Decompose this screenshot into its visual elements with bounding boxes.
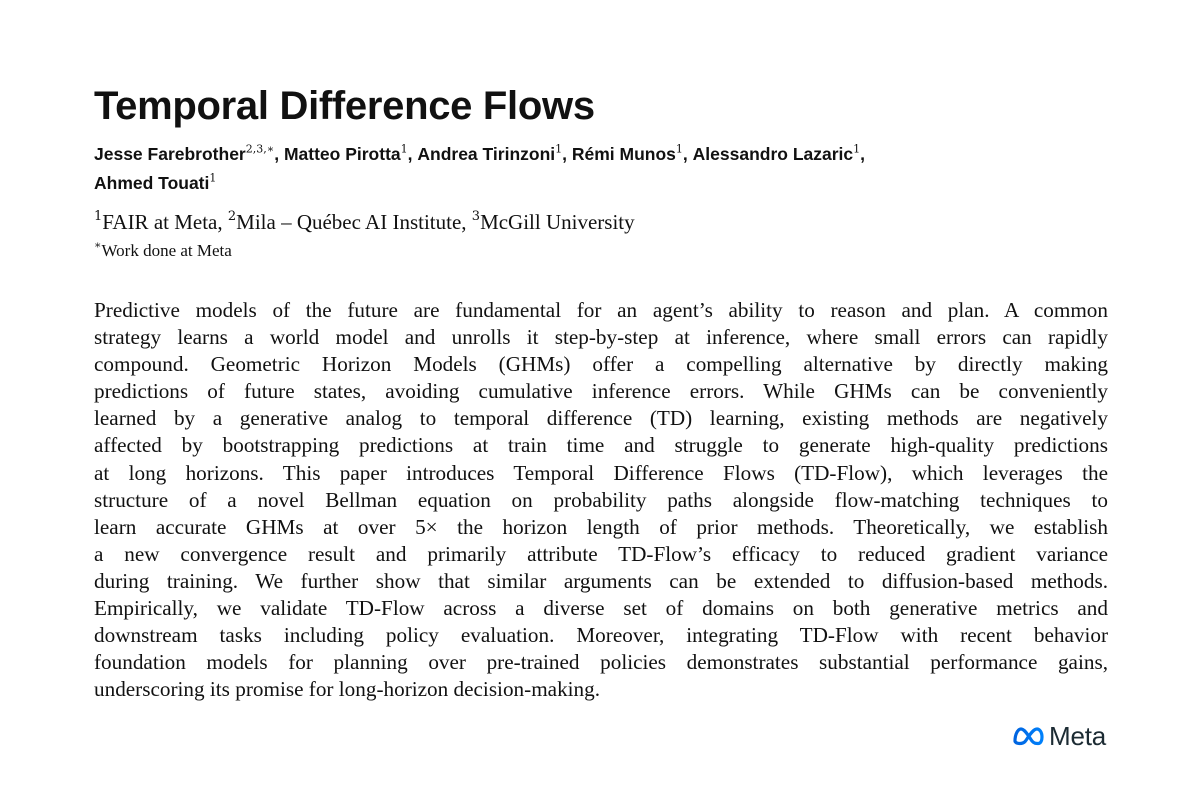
affiliation-name: Mila – Québec AI Institute	[236, 210, 462, 234]
affiliation-separator: ,	[461, 210, 472, 234]
author-name: Matteo Pirotta	[283, 144, 401, 164]
footnote-marker: ∗	[94, 238, 102, 252]
author-separator: ,	[682, 144, 693, 164]
author-separator: ,	[860, 144, 865, 164]
author	[284, 144, 417, 164]
author-affiliation-marker: 1	[400, 142, 408, 156]
paper-first-page	[94, 0, 1108, 800]
meta-wordmark: Meta	[1048, 720, 1106, 751]
author	[94, 173, 216, 193]
author	[693, 144, 865, 164]
author-affiliation-marker: 1	[555, 142, 563, 156]
affiliation	[228, 210, 472, 234]
author-separator: ,	[274, 144, 284, 164]
paper-title: Temporal Difference Flows	[94, 84, 595, 128]
abstract-line: structure of a novel Bellman equation on probability paths alongside flow-matching techniques to	[94, 487, 1108, 512]
abstract-line: at long horizons. This paper introduces Temporal Difference Flows (TD-Flow), which leverages the	[94, 460, 1108, 485]
author-name: Jesse Farebrother	[94, 144, 246, 164]
affiliation-marker: 3	[471, 208, 481, 224]
meta-logo	[1011, 719, 1106, 753]
meta-infinity-icon	[1011, 726, 1045, 746]
author-affiliation-marker: 1	[209, 171, 217, 185]
affiliation	[472, 210, 635, 234]
author-affiliation-marker: 2,3,∗	[245, 142, 275, 156]
author-name: Rémi Munos	[571, 144, 676, 164]
abstract-line: Empirically, we validate TD-Flow across a diverse set of domains on both generative metrics and	[94, 596, 1108, 621]
author-affiliation-marker: 1	[675, 142, 683, 156]
abstract-line: strategy learns a world model and unrolls it step-by-step at inference, where small errors can rapidly	[94, 325, 1108, 350]
abstract-line: downstream tasks including policy evaluation. Moreover, integrating TD-Flow with recent behavior	[94, 623, 1108, 648]
affiliation	[94, 210, 228, 234]
affiliation-marker: 1	[94, 208, 103, 224]
author-affiliation-marker: 1	[853, 142, 861, 156]
abstract-line: Predictive models of the future are fundamental for an agent’s ability to reason and plan. A common	[94, 298, 1108, 322]
abstract-line: predictions of future states, avoiding cumulative inference errors. While GHMs can be conveniently	[94, 379, 1108, 404]
author-list	[94, 140, 1094, 198]
author	[417, 144, 571, 164]
affiliation-separator: ,	[217, 210, 228, 234]
abstract-line: learn accurate GHMs at over 5× the horizon length of prior methods. Theoretically, we establish	[94, 514, 1108, 539]
author	[94, 144, 284, 164]
author-footnote	[94, 239, 232, 263]
abstract-line: underscoring its promise for long-horizon decision-making.	[94, 677, 601, 702]
abstract-line: learned by a generative analog to temporal difference (TD) learning, existing methods are negatively	[94, 406, 1108, 431]
abstract-line: compound. Geometric Horizon Models (GHMs) offer a compelling alternative by directly making	[94, 352, 1108, 377]
author-separator: ,	[562, 144, 572, 164]
abstract-line: foundation models for planning over pre-trained policies demonstrates substantial performance gains,	[94, 650, 1108, 675]
abstract-line: affected by bootstrapping predictions at train time and struggle to generate high-quality predictions	[94, 433, 1108, 458]
affiliation-marker: 2	[227, 208, 237, 224]
footnote-text: Work done at Meta	[101, 241, 232, 260]
affiliation-list	[94, 208, 635, 236]
author-separator: ,	[407, 144, 418, 164]
abstract	[94, 297, 1108, 703]
affiliation-name: McGill University	[480, 210, 635, 234]
author-name: Ahmed Touati	[94, 173, 210, 193]
author-name: Andrea Tirinzoni	[417, 144, 556, 164]
abstract-line: a new convergence result and primarily attribute TD-Flow’s efficacy to reduced gradient variance	[94, 541, 1108, 566]
affiliation-name: FAIR at Meta	[102, 210, 218, 234]
author	[572, 144, 693, 164]
abstract-line: during training. We further show that similar arguments can be extended to diffusion-based methods.	[94, 568, 1108, 593]
author-name: Alessandro Lazaric	[692, 144, 854, 164]
